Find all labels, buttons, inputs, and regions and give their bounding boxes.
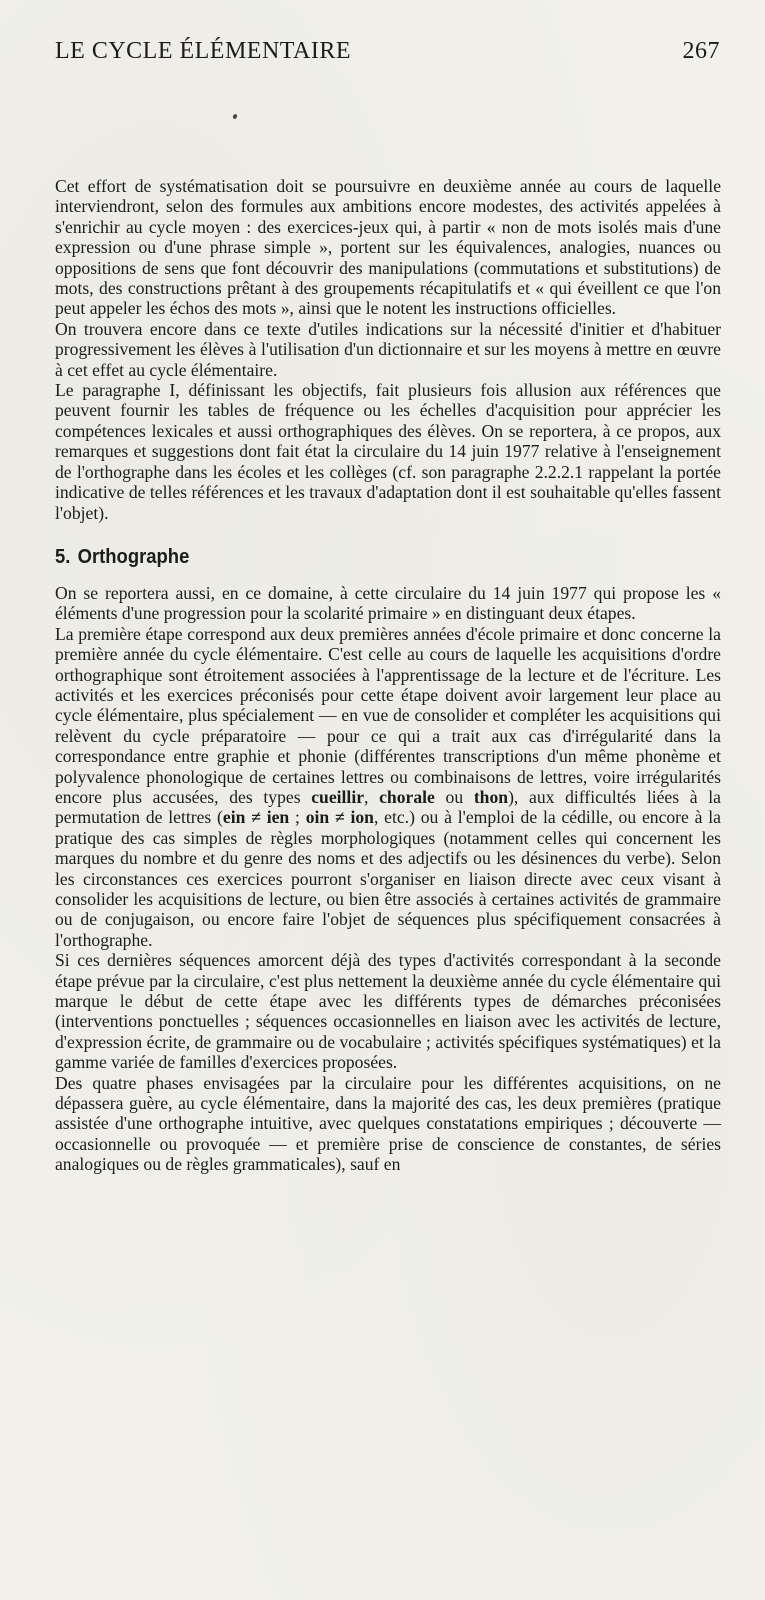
section-number: 5. <box>55 544 71 568</box>
example-word: cueillir <box>311 786 365 807</box>
page-number: 267 <box>682 38 720 64</box>
paragraph <box>55 624 721 951</box>
text-run: ), aux difficultés liées à la permutation de lettres ( <box>55 786 721 828</box>
running-title: LE CYCLE ÉLÉMENTAIRE <box>55 38 352 64</box>
example-word: chorale <box>379 786 435 807</box>
paragraph: On se reportera aussi, en ce domaine, à cette circulaire du 14 juin 1977 qui propose les « éléments d'une progression pour la scolarité primaire » en distinguant deux étapes. <box>55 582 721 624</box>
paragraph: Le paragraphe I, définissant les objectifs, fait plusieurs fois allusion aux références que peuvent fournir les tables de fréquence ou les échelles d'acquisition pour apprécier les compétences lexicales et aussi orthographiques des élèves. On se reportera, à ce propos, aux remarques et suggestions dont fait état la circulaire du 14 juin 1977 relative à l'enseignement de l'orthographe dans les écoles et les collèges (cf. son paragraphe 2.2.2.1 rappelant la portée indicative de telles références et les travaux d'adaptation dont il est souhaitable qu'elles fassent l'objet). <box>55 380 721 523</box>
text-run: ; <box>289 807 306 828</box>
text-run: , <box>364 786 380 807</box>
section-title: Orthographe <box>77 544 190 568</box>
body-text <box>55 176 721 1175</box>
paragraph: Si ces dernières séquences amorcent déjà des types d'activités correspondant à la seconde étape prévue par la circulaire, c'est plus nettement la deuxième année du cycle élémentaire qui marque le début de cette étape avec les différents types de démarches préconisées (interventions ponctuelles ; séquences occasionnelles en liaison avec les activités de lecture, d'expression écrite, de grammaire ou de vocabulaire ; activités spécifiques systématiques) et la gamme variée de familles d'exercices proposées. <box>55 950 721 1073</box>
text-run: ou <box>434 786 474 807</box>
text-run: La première étape correspond aux deux premières années d'école primaire et donc concerne la première année du cycle élémentaire. C'est celle au cours de laquelle les acquisitions d'ordre orthographique sont étroitement associées à l'apprentissage de la lecture et de l'écriture. Les activités et les exercices préconisés pour cette étape doivent avoir largement leur place au cycle élémentaire, plus spécialement — en vue de consolider et compléter les acquisitions qui relèvent du cycle préparatoire — pour ce qui a trait aux cas d'irrégularité dans la correspondance entre graphie et phonie (différentes transcriptions d'un même phonème et polyvalence phonologique de certaines lettres ou combinaisons de lettres, voire irrégularités encore plus accusées, des types <box>55 623 721 807</box>
example-pair: oin ≠ ion <box>305 807 374 828</box>
text-run: , etc.) ou à l'emploi de la cédille, ou encore à la pratique des cas simples de règles morphologiques (notamment celles qui concernent les marques du nombre et du genre des noms et des adjectifs ou les désinences du verbe). Selon les circonstances ces exercices pourront s'organiser en liaison directe avec ceux visant à consolider les acquisitions de lecture, ou bien être associés à certaines activités de grammaire ou de conjugaison, ou encore faire l'objet de séquences plus spécifiquement consacrées à l'orthographe. <box>55 807 721 950</box>
paragraph: Des quatre phases envisagées par la circulaire pour les différentes acquisitions, on ne dépassera guère, au cycle élémentaire, dans la majorité des cas, les deux premières (pratique assistée d'une orthographe intuitive, avec quelques constatations empiriques ; découverte — occasionnelle ou provoquée — et première prise de conscience de constantes, de séries analogiques ou de règles grammaticales), sauf en <box>55 1072 721 1175</box>
paragraph: Cet effort de systématisation doit se poursuivre en deuxième année au cours de laquelle interviendront, selon des formules aux ambitions encore modestes, des activités appelées à s'enrichir au cycle moyen : des exercices-jeux qui, à partir « non de mots isolés mais d'une expression ou d'une phrase simple », portent sur les équivalences, analogies, nuances ou oppositions de sens que font découvrir des manipulations (commutations et substitutions) de mots, des constructions prêtant à des groupements récapitulatifs et « qui éveillent ce que l'on peut appeler les échos des mots », ainsi que le notent les instructions officielles. <box>55 176 721 319</box>
paragraph: On trouvera encore dans ce texte d'utiles indications sur la nécessité d'initier et d'habituer progressivement les élèves à l'utilisation d'un dictionnaire et sur les moyens à mettre en œuvre à cet effet au cycle élémentaire. <box>55 318 721 380</box>
example-pair: ein ≠ ien <box>222 807 290 828</box>
section-heading <box>55 545 654 569</box>
running-head <box>55 38 720 72</box>
ink-speck <box>232 113 238 119</box>
example-word: thon <box>473 786 509 807</box>
